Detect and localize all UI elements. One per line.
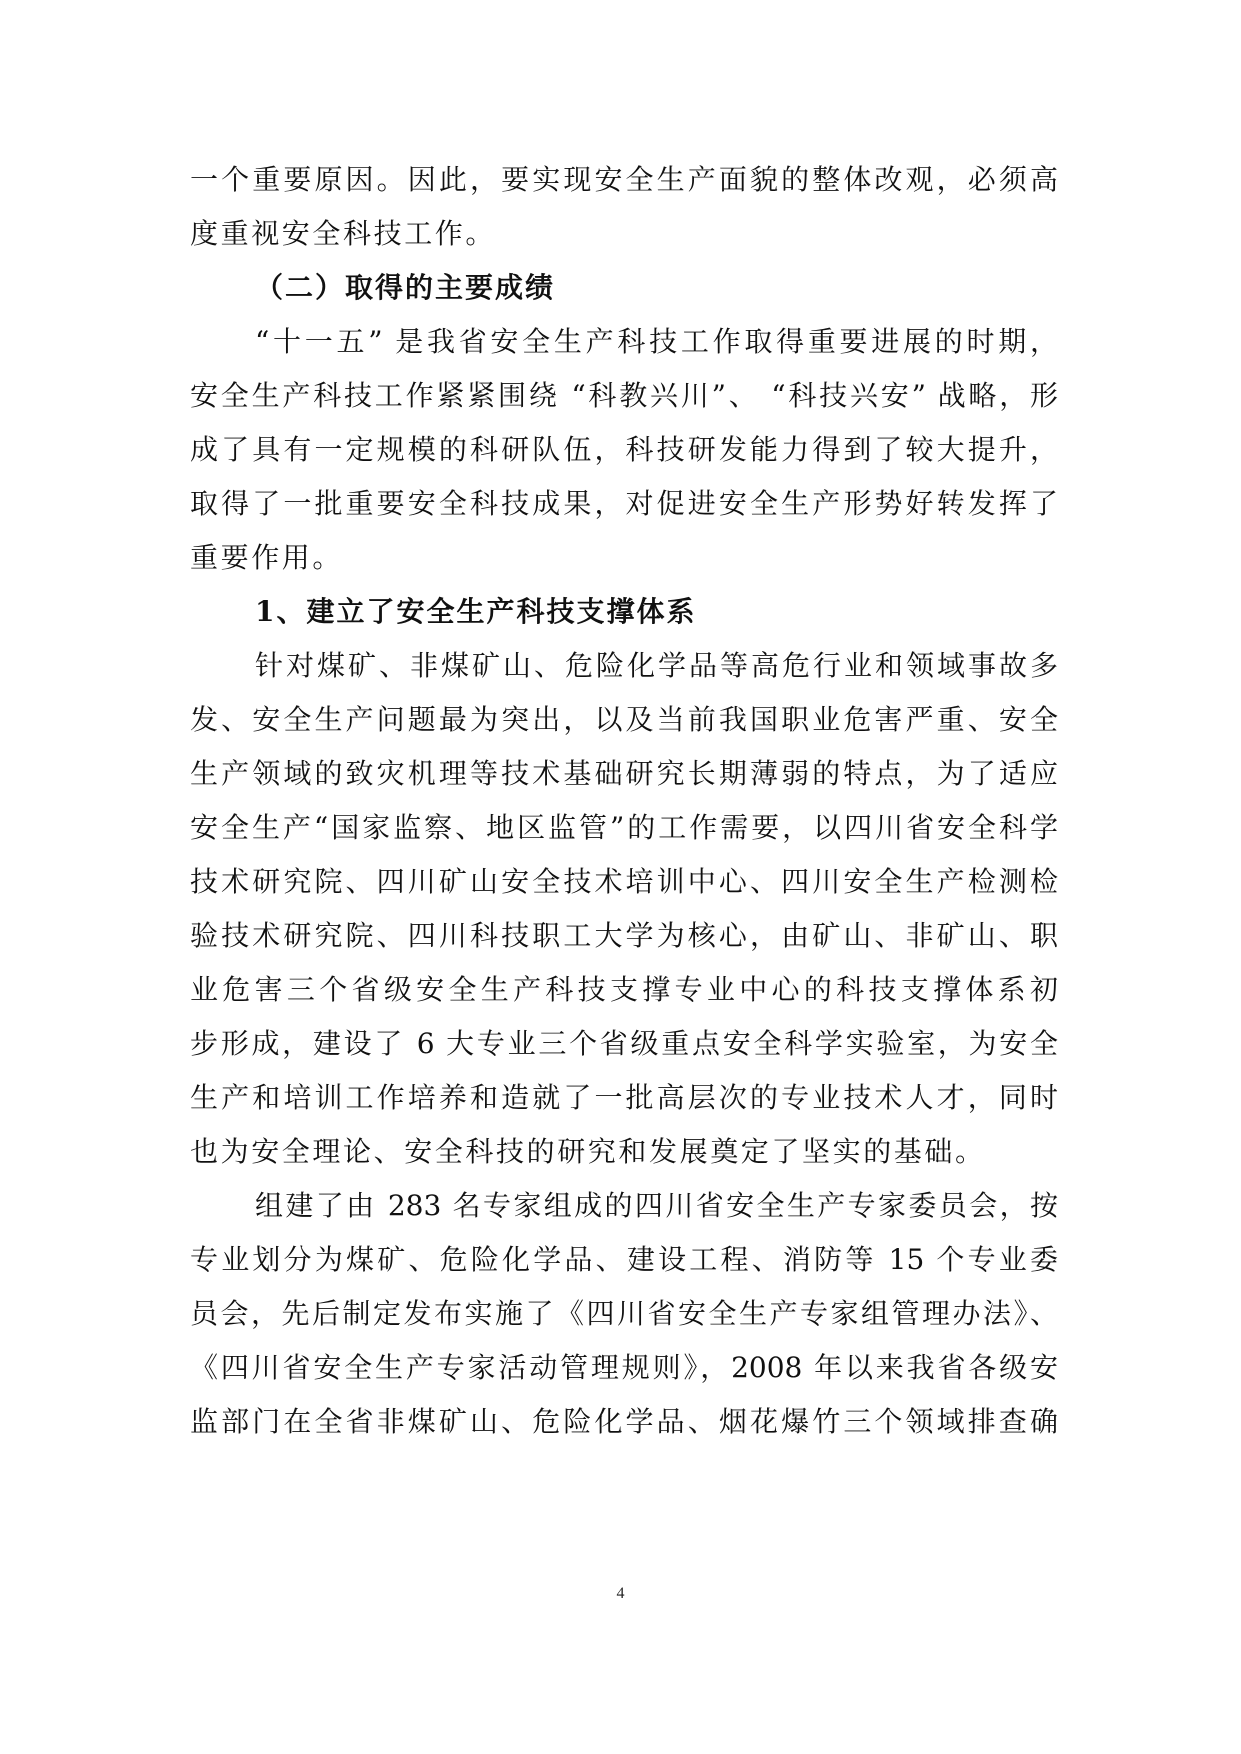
page-number: 4 [616, 1585, 625, 1602]
body-text-line: 《四川省安全生产专家活动管理规则》，2008 年以来我省各级安 [190, 1351, 1058, 1384]
body-text-line: 也为安全理论、安全科技的研究和发展奠定了坚实的基础。 [190, 1135, 986, 1168]
body-text-line: 生产领域的致灾机理等技术基础研究长期薄弱的特点，为了适应 [190, 757, 1058, 790]
body-text-line: 安全生产科技工作紧紧围绕 “科教兴川”、 “科技兴安” 战略，形 [190, 379, 1058, 412]
body-text-line: 重要作用。 [190, 541, 344, 574]
body-text-line: 业危害三个省级安全生产科技支撑专业中心的科技支撑体系初 [190, 973, 1058, 1006]
body-text-line: 发、安全生产问题最为突出，以及当前我国职业危害严重、安全 [190, 703, 1058, 736]
body-text-line: 针对煤矿、非煤矿山、危险化学品等高危行业和领域事故多 [255, 649, 1058, 682]
body-text-line: 监部门在全省非煤矿山、危险化学品、烟花爆竹三个领域排查确 [190, 1405, 1058, 1438]
body-text-line: 生产和培训工作培养和造就了一批高层次的专业技术人才，同时 [190, 1081, 1058, 1114]
body-text-line: 技术研究院、四川矿山安全技术培训中心、四川安全生产检测检 [190, 865, 1058, 898]
section-heading: （二）取得的主要成绩 [255, 271, 556, 304]
body-text-line: 验技术研究院、四川科技职工大学为核心，由矿山、非矿山、职 [190, 919, 1058, 952]
subsection-heading: 1、建立了安全生产科技支撑体系 [255, 595, 697, 628]
body-text-line: 组建了由 283 名专家组成的四川省安全生产专家委员会，按 [255, 1189, 1058, 1222]
body-text-line: “十一五” 是我省安全生产科技工作取得重要进展的时期， [255, 325, 1058, 358]
body-text-line: 一个重要原因。因此，要实现安全生产面貌的整体改观，必须高 [190, 163, 1058, 196]
body-text-line: 取得了一批重要安全科技成果，对促进安全生产形势好转发挥了 [190, 487, 1058, 520]
body-text-line: 安全生产“国家监察、地区监管”的工作需要，以四川省安全科学 [190, 811, 1058, 844]
body-text-line: 员会，先后制定发布实施了《四川省安全生产专家组管理办法》、 [190, 1297, 1058, 1330]
body-text-line: 步形成，建设了 6 大专业三个省级重点安全科学实验室，为安全 [190, 1027, 1058, 1060]
body-text-line: 专业划分为煤矿、危险化学品、建设工程、消防等 15 个专业委 [190, 1243, 1058, 1276]
body-text-line: 度重视安全科技工作。 [190, 217, 497, 250]
body-text-line: 成了具有一定规模的科研队伍，科技研发能力得到了较大提升， [190, 433, 1058, 466]
